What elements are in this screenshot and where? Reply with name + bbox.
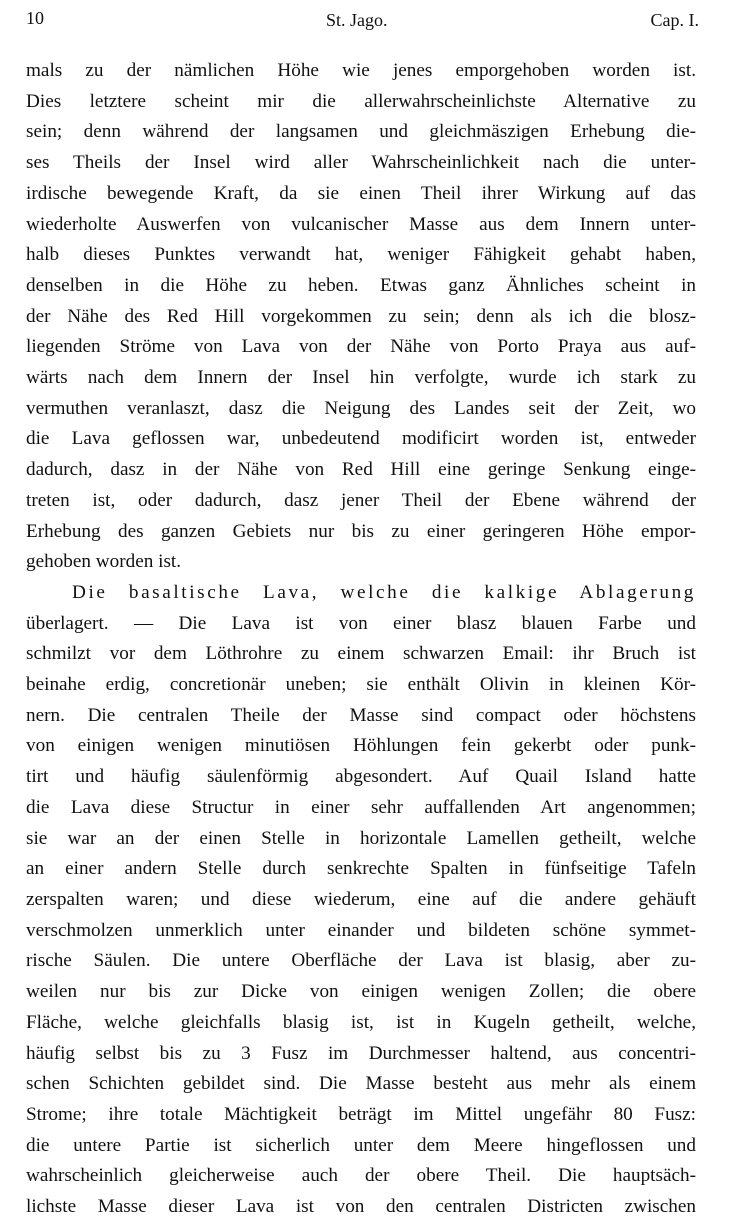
text-line: nern. Die centralen Theile der Masse sind compact oder höchstens [26, 704, 696, 726]
text-line: irdische bewegende Kraft, da sie einen Theil ihrer Wirkung auf das [26, 182, 696, 204]
text-line: sein; denn während der langsamen und gleichmäszigen Erhebung die- [26, 121, 696, 143]
body-text [26, 56, 696, 1223]
text-line: treten ist, oder dadurch, dasz jener Theil der Ebene während der [26, 489, 696, 511]
running-title: St. Jago. [326, 10, 388, 30]
text-line: zerspalten waren; und diese wiederum, eine auf die andere gehäuft [26, 888, 696, 910]
text-line: die Lava geflossen war, unbedeutend modificirt worden ist, entweder [26, 428, 696, 450]
text-line: schen Schichten gebildet sind. Die Masse besteht aus mehr als einem [26, 1073, 696, 1095]
text-line: Dies letztere scheint mir die allerwahrscheinlichste Alternative zu [26, 90, 696, 112]
text-line: schmilzt vor dem Löthrohre zu einem schwarzen Email: ihr Bruch ist [26, 643, 696, 665]
text-line: Erhebung des ganzen Gebiets nur bis zu einer geringeren Höhe empor- [26, 520, 696, 542]
text-line: wiederholte Auswerfen von vulcanischer Masse aus dem Innern unter- [26, 213, 696, 235]
text-line: liegenden Ströme von Lava von der Nähe von Porto Praya aus auf- [26, 336, 696, 358]
text-line: tirt und häufig säulenförmig abgesondert. Auf Quail Island hatte [26, 766, 696, 788]
text-line: an einer andern Stelle durch senkrechte Spalten in fünfseitige Tafeln [26, 858, 696, 880]
text-line: der Nähe des Red Hill vorgekommen zu sein; denn als ich die blosz- [26, 305, 696, 327]
text-line: von einigen wenigen minutiösen Höhlungen fein gekerbt oder punk- [26, 735, 696, 757]
text-line: vermuthen veranlaszt, dasz die Neigung des Landes seit der Zeit, wo [26, 397, 696, 419]
paragraph-end-line: gehoben worden ist. [26, 551, 182, 573]
page-number: 10 [26, 8, 44, 28]
text-line: denselben in die Höhe zu heben. Etwas ganz Ähnliches scheint in [26, 274, 696, 296]
text-line: ses Theils der Insel wird aller Wahrscheinlichkeit nach die unter- [26, 152, 696, 174]
text-line: überlagert. — Die Lava ist von einer blasz blauen Farbe und [26, 612, 696, 634]
text-line: wahrscheinlich gleicherweise auch der obere Theil. Die hauptsäch- [26, 1165, 696, 1187]
text-line: halb dieses Punktes verwandt hat, weniger Fähigkeit gehabt haben, [26, 244, 696, 266]
text-line: mals zu der nämlichen Höhe wie jenes emporgehoben worden ist. [26, 60, 696, 81]
text-line: Strome; ihre totale Mächtigkeit beträgt im Mittel ungefähr 80 Fusz: [26, 1103, 696, 1125]
page-header [26, 8, 699, 38]
text-line: Fläche, welche gleichfalls blasig ist, ist in Kugeln getheilt, welche, [26, 1011, 696, 1033]
text-line: die Lava diese Structur in einer sehr auffallenden Art angenommen; [26, 796, 696, 818]
text-line: sie war an der einen Stelle in horizontale Lamellen getheilt, welche [26, 827, 696, 849]
text-line: dadurch, dasz in der Nähe von Red Hill eine geringe Senkung einge- [26, 459, 696, 481]
text-line: lichste Masse dieser Lava ist von den centralen Districten zwischen [26, 1196, 696, 1218]
text-line: rische Säulen. Die untere Oberfläche der Lava ist blasig, aber zu- [26, 950, 696, 972]
text-line: die untere Partie ist sicherlich unter dem Meere hingeflossen und [26, 1134, 696, 1156]
chapter-label: Cap. I. [650, 10, 699, 30]
text-line: weilen nur bis zur Dicke von einigen wenigen Zollen; die obere [26, 981, 696, 1003]
text-line: beinahe erdig, concretionär uneben; sie enthält Olivin in kleinen Kör- [26, 674, 696, 696]
text-line: verschmolzen unmerklich unter einander und bildeten schöne symmet- [26, 919, 696, 941]
text-line: wärts nach dem Innern der Insel hin verfolgte, wurde ich stark zu [26, 367, 696, 389]
section-heading-line: Die basaltische Lava, welche die kalkige Ablagerung [72, 581, 696, 603]
text-line: häufig selbst bis zu 3 Fusz im Durchmesser haltend, aus concentri- [26, 1042, 696, 1064]
